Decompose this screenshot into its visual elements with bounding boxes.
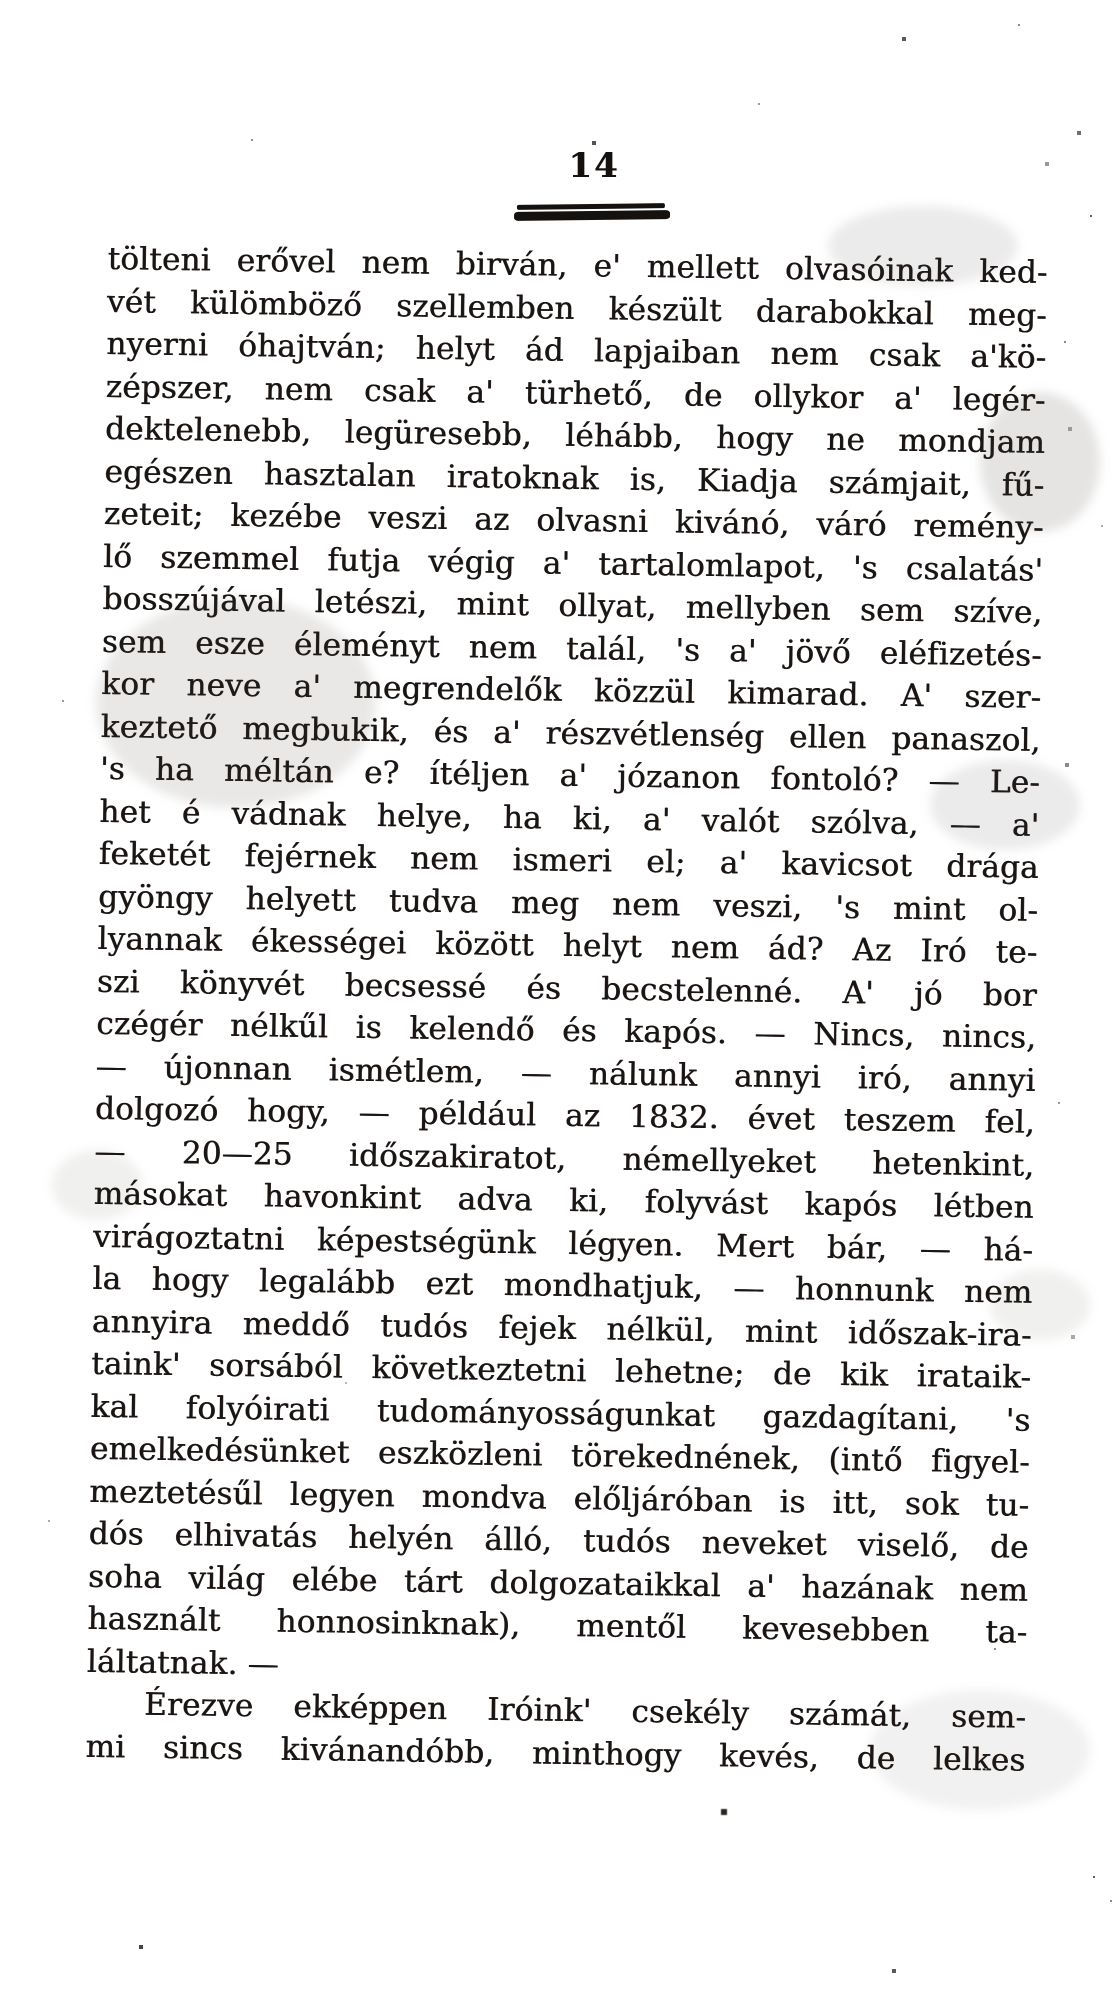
text-line: másokat havonkint adva ki, folyvást kapós létben [93,1175,1034,1226]
text-line: dektelenebb, legüresebb, léhább, hogy ne mondjam [104,410,1046,461]
text-line: sem esze éleményt nem talál, 's a' jövő eléfizetés- [101,623,1043,674]
text-line: annyira meddő tudós fejek nélkül, mint időszak-ira- [91,1303,1033,1354]
text-line: czégér nélkűl is kelendő és kapós. — Nincs, nincs, [96,1005,1037,1056]
text-line: dolgozó hogy, — például az 1832. évet teszem fel, [94,1090,1036,1141]
text-line: soha világ elébe tárt dolgozataikkal a' hazának nem [87,1558,1029,1609]
text-line: emelkedésünket eszközleni törekednének, (intő figyel- [89,1430,1031,1481]
text-line: nyerni óhajtván; helyt ád lapjaiban nem csak a'kö- [106,325,1047,376]
text-line: egészen hasztalan iratoknak is, Kiadja számjait, fű- [104,453,1045,504]
page-number: 14 [568,146,620,186]
text-line: vét külömböző szellemben készült darabokkal meg- [106,283,1048,334]
text-line: zeteit; kezébe veszi az olvasni kivánó, váró remény- [103,495,1045,546]
page-text [85,238,1048,1782]
text-line: 's ha méltán e? ítéljen a' józanon fontoló? — Le- [99,750,1041,801]
text-line: szi könyvét becsessé és becstelenné. A' jó bor [96,963,1038,1014]
text-line: zépszer, nem csak a' türhető, de ollykor a' legér- [105,368,1046,419]
text-line: taink' sorsából következtetni lehetne; de kik irataik- [91,1345,1032,1396]
text-line: — 20—25 időszakiratot, némellyeket hetenkint, [94,1133,1035,1184]
header-rule-top-line [517,203,665,210]
text-line: keztető megbukik, és a' részvétlenség ellen panaszol, [100,708,1041,759]
text-line: het é vádnak helye, ha ki, a' valót szólva, — a' [99,793,1040,844]
text-line: láltatnak. — [86,1643,280,1683]
text-line: meztetésűl legyen mondva előljáróban is itt, sok tu- [89,1473,1030,1524]
text-line: tölteni erővel nem birván, e' mellett olvasóinak ked- [107,240,1048,291]
text-line: feketét fejérnek nem ismeri el; a' kavicsot drága [98,835,1040,886]
text-line: virágoztatni képestségünk légyen. Mert bár, — há- [92,1218,1034,1269]
text-line: la hogy legalább ezt mondhatjuk, — honnunk nem [92,1260,1033,1311]
text-line: gyöngy helyett tudva meg nem veszi, 's mint ol- [97,878,1039,929]
text-line: Érezve ekképpen Iróink' csekély számát, sem- [143,1686,1027,1736]
text-line: bosszújával letészi, mint ollyat, mellyben sem szíve, [102,580,1043,631]
text-line: — újonnan ismétlem, — nálunk annyi iró, annyi [95,1048,1036,1099]
text-line: lyannak ékességei között helyt nem ád? Az Iró te- [97,920,1038,971]
header-rule-bottom-line [514,210,670,221]
header-rule [514,203,670,221]
text-line: használt honnosinknak), mentől kevesebben ta- [87,1600,1028,1651]
scan-noise [0,0,2,2]
text-line: lő szemmel futja végig a' tartalomlapot, 's csalatás' [103,538,1044,589]
text-line: dós elhivatás helyén álló, tudós neveket viselő, de [88,1515,1029,1566]
text-line: kal folyóirati tudományosságunkat gazdagítani, 's [90,1388,1031,1439]
text-line: mi sincs kivánandóbb, minthogy kevés, de lelkes [85,1728,1026,1779]
text-line: kor neve a' megrendelők közzül kimarad. A' szer- [101,665,1042,716]
